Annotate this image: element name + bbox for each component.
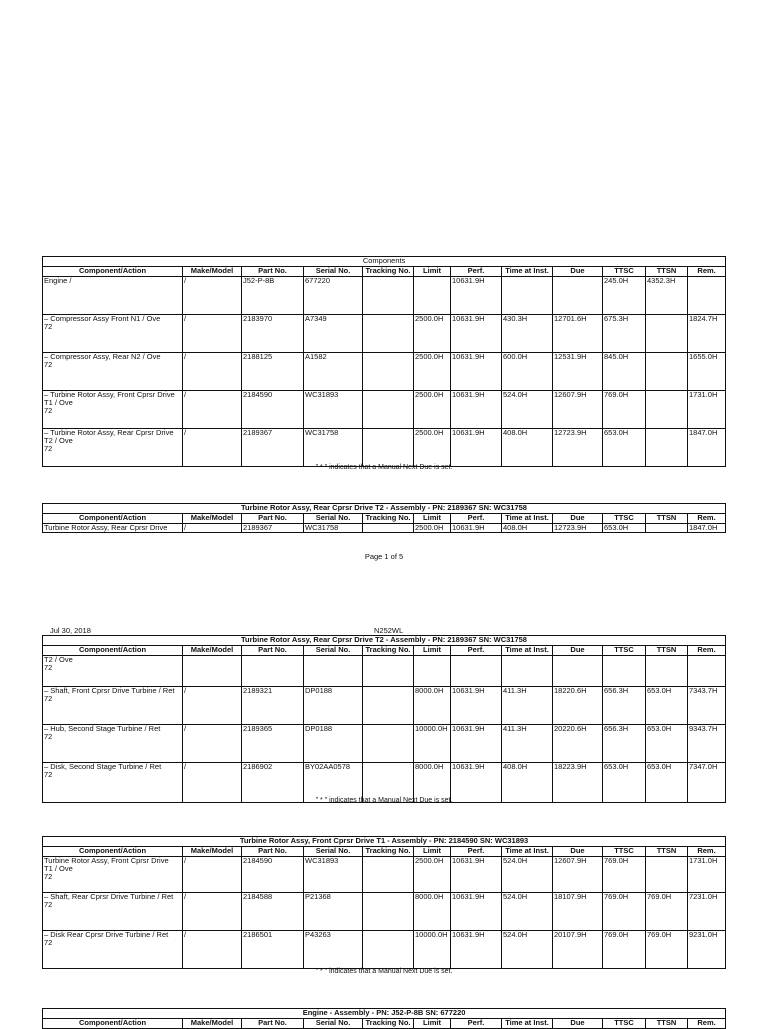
table-cell: P43263 — [304, 931, 363, 969]
table-row — [43, 391, 726, 429]
table-cell: 12701.6H — [553, 315, 603, 353]
table-row — [43, 857, 726, 893]
table-cell: / — [183, 315, 242, 353]
table-cell — [363, 893, 414, 931]
table-cell — [414, 277, 451, 315]
table-cell: 677220 — [304, 277, 363, 315]
table-cell: 10631.9H — [451, 763, 502, 803]
table-cell — [553, 656, 603, 687]
table-cell: Turbine Rotor Assy, Front Cprsr Drive T1 / Ove 72 — [43, 857, 183, 893]
table-cell: – Shaft, Front Cprsr Drive Turbine / Ret 72 — [43, 687, 183, 725]
table-cell: / — [183, 893, 242, 931]
table-cell: 769.0H — [603, 893, 646, 931]
table-cell: 524.0H — [502, 931, 553, 969]
table-cell — [451, 656, 502, 687]
table-cell: 2500.0H — [414, 353, 451, 391]
table-cell: 18107.9H — [553, 893, 603, 931]
table-cell: 2189321 — [242, 687, 304, 725]
table-cell: / — [183, 524, 242, 533]
header-row: Component/Action Make/Model Part No. Serial No. Tracking No. Limit Perf. Time at Inst. Due TTSC TTSN Rem. — [43, 267, 726, 277]
table-cell: 7343.7H — [688, 687, 726, 725]
table-cell: 408.0H — [502, 429, 553, 467]
table-cell — [646, 429, 688, 467]
table-cell: 524.0H — [502, 391, 553, 429]
table-cell: – Turbine Rotor Assy, Rear Cprsr Drive T2 / Ove 72 — [43, 429, 183, 467]
table-cell — [688, 656, 726, 687]
table-cell: 411.3H — [502, 687, 553, 725]
table-cell: 2184588 — [242, 893, 304, 931]
table-cell: – Compressor Assy Front N1 / Ove 72 — [43, 315, 183, 353]
report-date: Jul 30, 2018 — [50, 626, 91, 635]
table-cell: / — [183, 353, 242, 391]
header-row: Component/Action Make/Model Part No. Serial No. Tracking No. Limit Perf. Time at Inst. Due TTSC TTSN Rem. — [43, 646, 726, 656]
table-cell: / — [183, 391, 242, 429]
table-cell — [502, 656, 553, 687]
table-cell: 10631.9H — [451, 893, 502, 931]
table-cell: 2500.0H — [414, 429, 451, 467]
header-row: Component/Action Make/Model Part No. Serial No. Tracking No. Limit Perf. Time at Inst. Due TTSC TTSN Rem. — [43, 847, 726, 857]
table-cell: / — [183, 429, 242, 467]
table-cell: 12723.9H — [553, 429, 603, 467]
table-caption: Turbine Rotor Assy, Rear Cprsr Drive T2 - Assembly - PN: 2189367 SN: WC31758 — [43, 636, 726, 646]
table-cell: 769.0H — [603, 857, 646, 893]
table-cell: 1731.0H — [688, 857, 726, 893]
table-cell: 10631.9H — [451, 687, 502, 725]
table-cell: 10000.0H — [414, 931, 451, 969]
table-cell: 653.0H — [646, 763, 688, 803]
table-cell: 10631.9H — [451, 725, 502, 763]
table-cell: 2184590 — [242, 391, 304, 429]
table-cell — [502, 277, 553, 315]
rear-turbine-assembly-table — [42, 503, 726, 533]
table-cell: 2188125 — [242, 353, 304, 391]
table-cell — [553, 277, 603, 315]
table-row — [43, 725, 726, 763]
table-cell — [363, 353, 414, 391]
table-cell: 10631.9H — [451, 931, 502, 969]
table-cell: 9231.0H — [688, 931, 726, 969]
table-cell: 1655.0H — [688, 353, 726, 391]
header-row: Component/Action Make/Model Part No. Serial No. Tracking No. Limit Perf. Time at Inst. Due TTSC TTSN Rem. — [43, 1019, 726, 1029]
table-cell: 10631.9H — [451, 277, 502, 315]
table-cell: 20220.6H — [553, 725, 603, 763]
table-cell: 1847.0H — [688, 524, 726, 533]
table-cell: 245.0H — [603, 277, 646, 315]
table-cell: 2186501 — [242, 931, 304, 969]
table-cell: 12607.9H — [553, 857, 603, 893]
table-cell: 10631.9H — [451, 315, 502, 353]
table-cell: 656.3H — [603, 725, 646, 763]
table-cell: 2186902 — [242, 763, 304, 803]
table-cell — [688, 277, 726, 315]
table-cell: 2500.0H — [414, 315, 451, 353]
table-cell: – Disk, Second Stage Turbine / Ret 72 — [43, 763, 183, 803]
front-turbine-assembly-table — [42, 836, 726, 969]
table-cell: T2 / Ove 72 — [43, 656, 183, 687]
table-cell: 675.3H — [603, 315, 646, 353]
table-cell: – Shaft, Rear Cprsr Drive Turbine / Ret 72 — [43, 893, 183, 931]
table-cell — [646, 315, 688, 353]
table-cell: 2183970 — [242, 315, 304, 353]
table-cell: BY02AA0578 — [304, 763, 363, 803]
table-cell: / — [183, 763, 242, 803]
table-cell: 769.0H — [646, 931, 688, 969]
table-row — [43, 315, 726, 353]
table-row — [43, 524, 726, 533]
table-cell: 10000.0H — [414, 725, 451, 763]
page-footer: Page 1 of 5 — [364, 552, 404, 561]
table-row — [43, 353, 726, 391]
table-cell: WC31893 — [304, 391, 363, 429]
table-cell: Engine / — [43, 277, 183, 315]
table-cell — [646, 391, 688, 429]
table-cell: 12607.9H — [553, 391, 603, 429]
table-caption: Components — [43, 257, 726, 267]
table-cell: 10631.9H — [451, 429, 502, 467]
table-row — [43, 656, 726, 687]
table-cell: / — [183, 857, 242, 893]
table-cell — [242, 656, 304, 687]
table-cell: 653.0H — [646, 687, 688, 725]
table-cell: 524.0H — [502, 857, 553, 893]
table-caption: Turbine Rotor Assy, Rear Cprsr Drive T2 - Assembly - PN: 2189367 SN: WC31758 — [43, 504, 726, 514]
table-cell — [363, 687, 414, 725]
table-cell: – Hub, Second Stage Turbine / Ret 72 — [43, 725, 183, 763]
header-row: Component/Action Make/Model Part No. Serial No. Tracking No. Limit Perf. Time at Inst. Due TTSC TTSN Rem. — [43, 514, 726, 524]
table-cell: 8000.0H — [414, 893, 451, 931]
engine-assembly-table — [42, 1008, 726, 1029]
components-table — [42, 256, 726, 467]
table-caption: Turbine Rotor Assy, Front Cprsr Drive T1 - Assembly - PN: 2184590 SN: WC31893 — [43, 837, 726, 847]
table-cell: 656.3H — [603, 687, 646, 725]
table-cell — [646, 524, 688, 533]
table-cell — [646, 353, 688, 391]
aircraft-tail: N252WL — [374, 626, 404, 635]
table-cell: 769.0H — [646, 893, 688, 931]
table-cell: 10631.9H — [451, 391, 502, 429]
table-cell: 12531.9H — [553, 353, 603, 391]
table-cell — [363, 277, 414, 315]
table-cell: 9343.7H — [688, 725, 726, 763]
table-cell: / — [183, 687, 242, 725]
table-cell: 10631.9H — [451, 353, 502, 391]
table-row — [43, 277, 726, 315]
table-cell: 18220.6H — [553, 687, 603, 725]
table-cell: 7347.0H — [688, 763, 726, 803]
table-cell — [646, 857, 688, 893]
table-cell: 18223.9H — [553, 763, 603, 803]
table-cell: 2500.0H — [414, 524, 451, 533]
table-cell: WC31893 — [304, 857, 363, 893]
table-cell: 7231.0H — [688, 893, 726, 931]
table-cell: – Compressor Assy, Rear N2 / Ove 72 — [43, 353, 183, 391]
table-cell: 653.0H — [603, 429, 646, 467]
rear-turbine-components-table — [42, 635, 726, 803]
table-cell: 408.0H — [502, 524, 553, 533]
table-cell — [603, 656, 646, 687]
table-cell: WC31758 — [304, 429, 363, 467]
table-cell: 2189367 — [242, 429, 304, 467]
table-cell: 600.0H — [502, 353, 553, 391]
table-cell: 653.0H — [603, 763, 646, 803]
table-cell: 1824.7H — [688, 315, 726, 353]
table-row — [43, 931, 726, 969]
table-cell: 769.0H — [603, 931, 646, 969]
table-cell — [363, 391, 414, 429]
table-cell: WC31758 — [304, 524, 363, 533]
table-cell: / — [183, 931, 242, 969]
table-cell: 2189365 — [242, 725, 304, 763]
manual-due-note: " * " indicates that a Manual Next Due is set. — [315, 968, 453, 975]
table-cell: 769.0H — [603, 391, 646, 429]
manual-due-note: " * " indicates that a Manual Next Due is set. — [315, 464, 453, 471]
table-row — [43, 893, 726, 931]
table-cell: 8000.0H — [414, 687, 451, 725]
table-cell — [304, 656, 363, 687]
table-cell: – Disk Rear Cprsr Drive Turbine / Ret 72 — [43, 931, 183, 969]
table-cell — [363, 857, 414, 893]
table-caption: Engine - Assembly - PN: J52-P-8B SN: 677220 — [43, 1009, 726, 1019]
table-row — [43, 429, 726, 467]
table-cell: 2500.0H — [414, 391, 451, 429]
table-cell — [363, 524, 414, 533]
table-cell: Turbine Rotor Assy, Rear Cprsr Drive — [43, 524, 183, 533]
table-cell: – Turbine Rotor Assy, Front Cprsr Drive T1 / Ove 72 — [43, 391, 183, 429]
table-cell: 2500.0H — [414, 857, 451, 893]
table-cell — [363, 656, 414, 687]
table-row — [43, 687, 726, 725]
manual-due-note: " * " indicates that a Manual Next Due is set. — [315, 797, 453, 804]
table-cell — [363, 429, 414, 467]
table-cell — [414, 656, 451, 687]
table-cell: 8000.0H — [414, 763, 451, 803]
table-cell: A7349 — [304, 315, 363, 353]
table-cell: 4352.3H — [646, 277, 688, 315]
table-cell — [183, 656, 242, 687]
table-cell: A1582 — [304, 353, 363, 391]
table-cell: 1847.0H — [688, 429, 726, 467]
table-cell: 430.3H — [502, 315, 553, 353]
table-cell: 2189367 — [242, 524, 304, 533]
table-cell: 1731.0H — [688, 391, 726, 429]
table-cell: 2184590 — [242, 857, 304, 893]
table-cell — [646, 656, 688, 687]
table-cell: 845.0H — [603, 353, 646, 391]
table-cell: 10631.9H — [451, 857, 502, 893]
table-cell: 20107.9H — [553, 931, 603, 969]
table-cell: 653.0H — [646, 725, 688, 763]
table-cell: 524.0H — [502, 893, 553, 931]
table-cell: 411.3H — [502, 725, 553, 763]
table-cell: 12723.9H — [553, 524, 603, 533]
table-cell: DP0188 — [304, 725, 363, 763]
table-cell: 653.0H — [603, 524, 646, 533]
table-cell: 408.0H — [502, 763, 553, 803]
table-cell: / — [183, 725, 242, 763]
table-cell: 10631.9H — [451, 524, 502, 533]
table-cell: P21368 — [304, 893, 363, 931]
table-cell: J52-P-8B — [242, 277, 304, 315]
table-cell: DP0188 — [304, 687, 363, 725]
table-cell — [363, 315, 414, 353]
table-cell — [363, 725, 414, 763]
table-cell — [363, 931, 414, 969]
table-cell: / — [183, 277, 242, 315]
